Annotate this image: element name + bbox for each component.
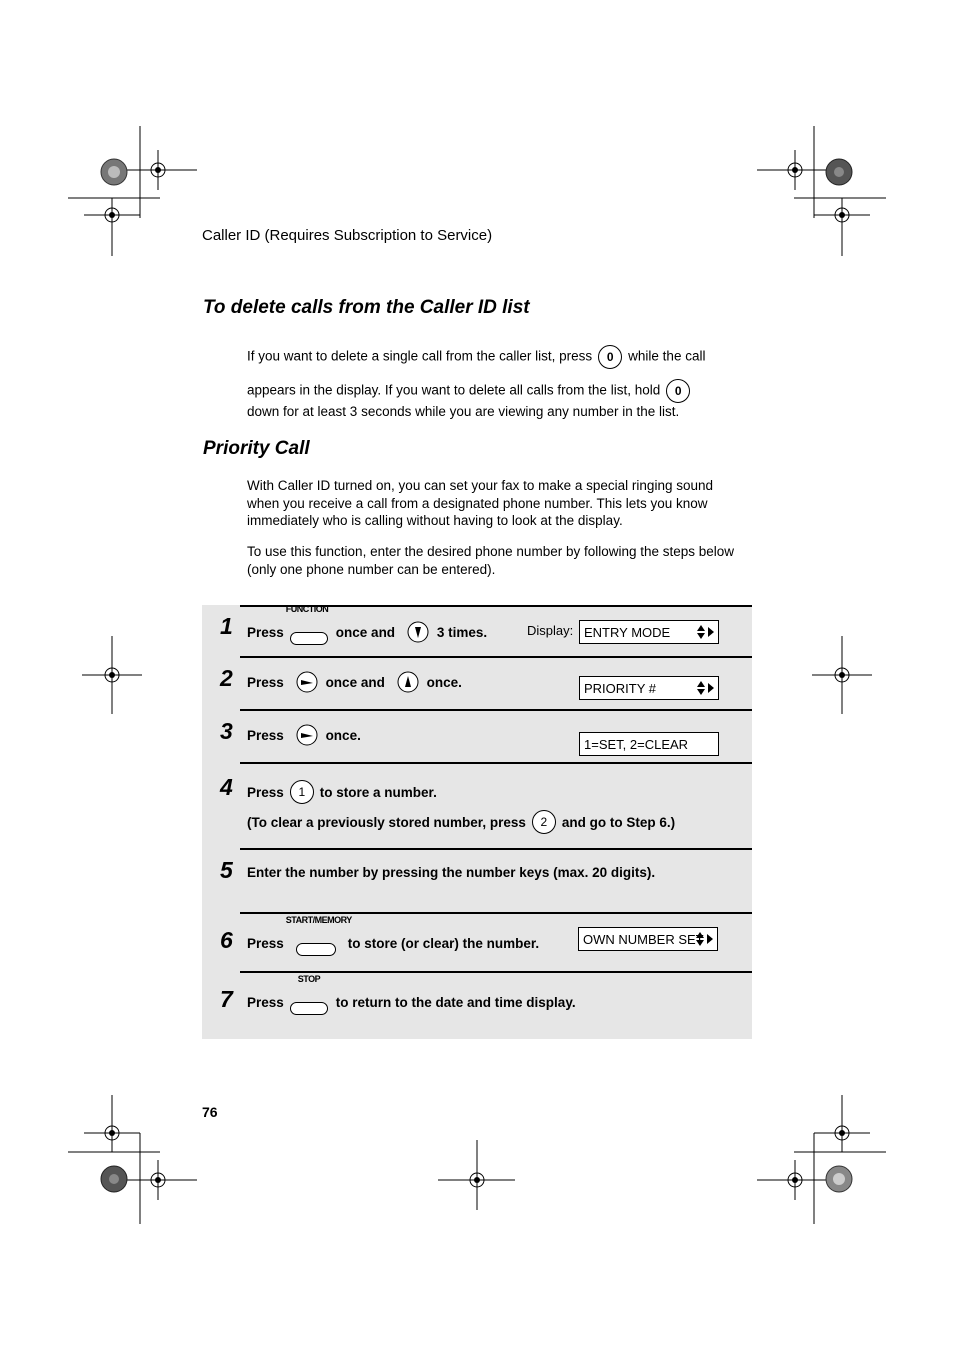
step-number: 5 — [220, 857, 233, 883]
display-label: Display: — [527, 623, 574, 638]
step-number: 1 — [220, 613, 233, 639]
oval — [290, 1002, 328, 1015]
start-memory-button-icon — [285, 915, 352, 956]
up-down-right-arrows-icon — [696, 931, 714, 947]
divider — [240, 709, 752, 711]
priority-paragraph-1: With Caller ID turned on, you can set your fax to make a special ringing sound when you receive a call from a designated phone number. This lets you know immediately who is calling without having to look at the display. — [247, 478, 713, 528]
lcd-text: OWN NUMBER SET — [583, 932, 704, 947]
lcd-display — [578, 927, 718, 951]
text: once and — [335, 624, 396, 640]
divider — [240, 912, 752, 914]
lcd-text: 1=SET, 2=CLEAR — [584, 737, 689, 752]
step-number: 4 — [220, 774, 233, 800]
lcd-display — [579, 620, 719, 644]
key-2-icon: 2 — [532, 810, 556, 834]
step-4-text — [247, 780, 437, 804]
text: to store (or clear) the number. — [347, 935, 540, 951]
step-6-text — [247, 915, 540, 956]
lcd-text: ENTRY MODE — [584, 625, 671, 640]
step-number: 3 — [220, 718, 233, 744]
text: 3 times. — [436, 624, 488, 640]
key-1-icon: 1 — [290, 780, 314, 804]
divider — [240, 656, 752, 658]
step-7-text — [247, 974, 576, 1015]
divider — [240, 848, 752, 850]
text: Press — [247, 784, 284, 800]
divider — [240, 971, 752, 973]
key-0-icon: 0 — [598, 345, 622, 369]
text: to return to the date and time display. — [335, 994, 576, 1010]
priority-paragraph-2: To use this function, enter the desired phone number by following the steps below (only one phone number can be entered). — [247, 544, 735, 577]
text: Press — [247, 674, 284, 690]
text: once and — [325, 674, 385, 690]
page-number: 76 — [202, 1104, 218, 1120]
section-heading-priority: Priority Call — [203, 438, 310, 459]
step-number: 6 — [220, 927, 233, 953]
steps-panel — [202, 605, 752, 1039]
oval — [296, 943, 336, 956]
text: Press — [247, 935, 284, 951]
right-arrow-key-icon — [296, 724, 318, 746]
up-down-right-arrows-icon — [697, 680, 715, 696]
step-1-text — [247, 604, 488, 645]
text: Press — [247, 994, 284, 1010]
text: once. — [426, 674, 462, 690]
down-arrow-key-icon — [407, 621, 429, 643]
text: once. — [325, 727, 361, 743]
text: Press — [247, 624, 284, 640]
up-arrow-key-icon — [397, 671, 419, 693]
function-button-icon — [285, 604, 330, 645]
text: and go to Step 6.) — [561, 814, 676, 830]
button-label: FUNCTION — [285, 604, 329, 614]
key-0-icon: 0 — [666, 379, 690, 403]
text: (To clear a previously stored number, press — [247, 814, 526, 830]
text: If you want to delete a single call from the caller list, press — [247, 348, 593, 364]
right-arrow-key-icon — [296, 671, 318, 693]
text: appears in the display. If you want to delete all calls from the list, hold — [247, 382, 661, 398]
step-4-subtext — [247, 810, 675, 834]
section-heading-delete: To delete calls from the Caller ID list — [203, 297, 530, 318]
page-header: Caller ID (Requires Subscription to Service) — [202, 227, 493, 244]
step-3-text — [247, 724, 361, 746]
text: Press — [247, 727, 284, 743]
lcd-text: PRIORITY # — [584, 681, 657, 696]
delete-paragraph-line2 — [247, 379, 747, 403]
oval — [290, 632, 328, 645]
up-down-right-arrows-icon — [697, 624, 715, 640]
button-label: START/MEMORY — [285, 915, 352, 925]
text: to store a number. — [319, 784, 437, 800]
stop-button-icon — [290, 974, 330, 1015]
lcd-display — [579, 676, 719, 700]
lcd-display — [579, 732, 719, 756]
delete-paragraph-line3: down for at least 3 seconds while you are viewing any number in the list. — [247, 404, 680, 419]
step-number: 2 — [220, 665, 233, 691]
step-number: 7 — [220, 986, 233, 1012]
step-2-text — [247, 671, 462, 693]
step-5-text: Enter the number by pressing the number keys (max. 20 digits). — [247, 865, 656, 880]
button-label: STOP — [297, 974, 321, 984]
delete-paragraph-line1 — [247, 345, 747, 369]
divider — [240, 762, 752, 764]
text: while the call — [628, 348, 706, 364]
